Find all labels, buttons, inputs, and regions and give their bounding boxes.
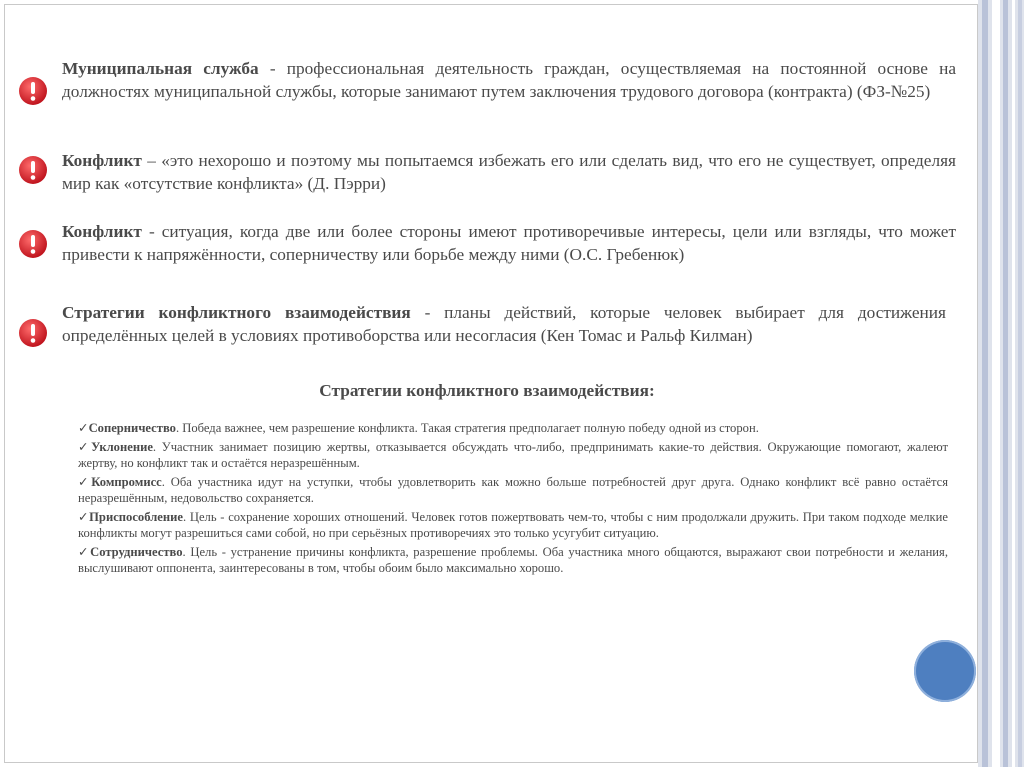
exclamation-circle-icon <box>18 229 48 259</box>
definition-conflict-grebenyuk <box>62 220 956 266</box>
definition-strategies <box>62 301 946 347</box>
strategy-name: Сотрудничество <box>90 545 183 559</box>
stripe <box>1003 0 1008 767</box>
definition-text: – «это нехорошо и поэтому мы попытаемся избежать его или сделать вид, что его не существует, определяя мир как «отсутствие конфликта» (Д. Пэрри) <box>62 151 956 193</box>
strategy-name: Компромисс <box>91 475 162 489</box>
stripe <box>1018 0 1022 767</box>
strategy-text: . Цель - сохранение хороших отношений. Человек готов пожертвовать чем-то, чтобы с ним продолжали дружить. При таком подходе мелкие конфликты могут разрешиться сами собой, но при серьёзных противоречиях это только усугубит ситуацию. <box>78 510 948 540</box>
strategy-text: . Цель - устранение причины конфликта, разрешение проблемы. Оба участника много общаются, выражают свои потребности и желания, выслушивают оппонента, заинтересованы в том, чтобы обоим было максимально хорошо. <box>78 545 948 575</box>
definition-term: Муниципальная служба <box>62 59 259 78</box>
definition-term: Стратегии конфликтного взаимодействия <box>62 303 411 322</box>
strategy-text: . Победа важнее, чем разрешение конфликта. Такая стратегия предполагает полную победу одной из сторон. <box>175 421 759 435</box>
blue-circle-decoration <box>914 640 976 702</box>
check-icon: ✓ <box>78 545 91 559</box>
strategy-name: Приспособление <box>89 510 183 524</box>
definition-text: - планы действий, которые человек выбирает для достижения определённых целей в условиях противоборства или несогласия (Кен Томас и Ральф Килман) <box>62 303 946 345</box>
strategy-text: . Оба участника идут на уступки, чтобы удовлетворить как можно больше потребностей друг друга. Однако конфликт всё равно остаётся неразрешённым, недовольство сохраняется. <box>78 475 948 505</box>
definition-municipal-service <box>62 57 956 103</box>
right-stripes-decoration <box>978 0 1024 767</box>
exclamation-circle-icon <box>18 155 48 185</box>
definition-term: Конфликт <box>62 151 142 170</box>
stripe <box>982 0 988 767</box>
list-item <box>78 439 948 471</box>
check-icon: ✓ <box>78 475 92 489</box>
list-item <box>78 509 948 541</box>
exclamation-circle-icon <box>18 318 48 348</box>
list-item <box>78 474 948 506</box>
strategy-name: Уклонение <box>91 440 153 454</box>
definition-conflict-perry <box>62 149 956 195</box>
list-item <box>78 544 948 576</box>
exclamation-circle-icon <box>18 76 48 106</box>
definition-term: Конфликт <box>62 222 142 241</box>
check-icon: ✓ <box>78 440 92 454</box>
list-item <box>78 420 948 436</box>
stripe <box>1012 0 1015 767</box>
strategies-subtitle: Стратегии конфликтного взаимодействия: <box>319 381 655 400</box>
check-icon: ✓ <box>78 510 90 524</box>
strategy-name: Соперничество <box>88 421 176 435</box>
definition-text: - профессиональная деятельность граждан, осуществляемая на постоянной основе на должностях муниципальной службы, которые занимают путем заключения трудового договора (контракта) (ФЗ-№25) <box>62 59 957 101</box>
check-icon: ✓ <box>78 421 89 435</box>
stripe <box>992 0 1000 767</box>
definition-text: - ситуация, когда две или более стороны имеют противоречивые интересы, цели или взгляды, что может привести к напряжённости, соперничеству или борьбе между ними (О.С. Гребенюк) <box>62 222 956 264</box>
strategies-list <box>78 420 948 579</box>
strategy-text: . Участник занимает позицию жертвы, отказывается обсуждать что-либо, предпринимать какие-то действия. Окружающие помогают, жалеют жертву, но конфликт так и остаётся неразрешённым. <box>78 440 948 470</box>
